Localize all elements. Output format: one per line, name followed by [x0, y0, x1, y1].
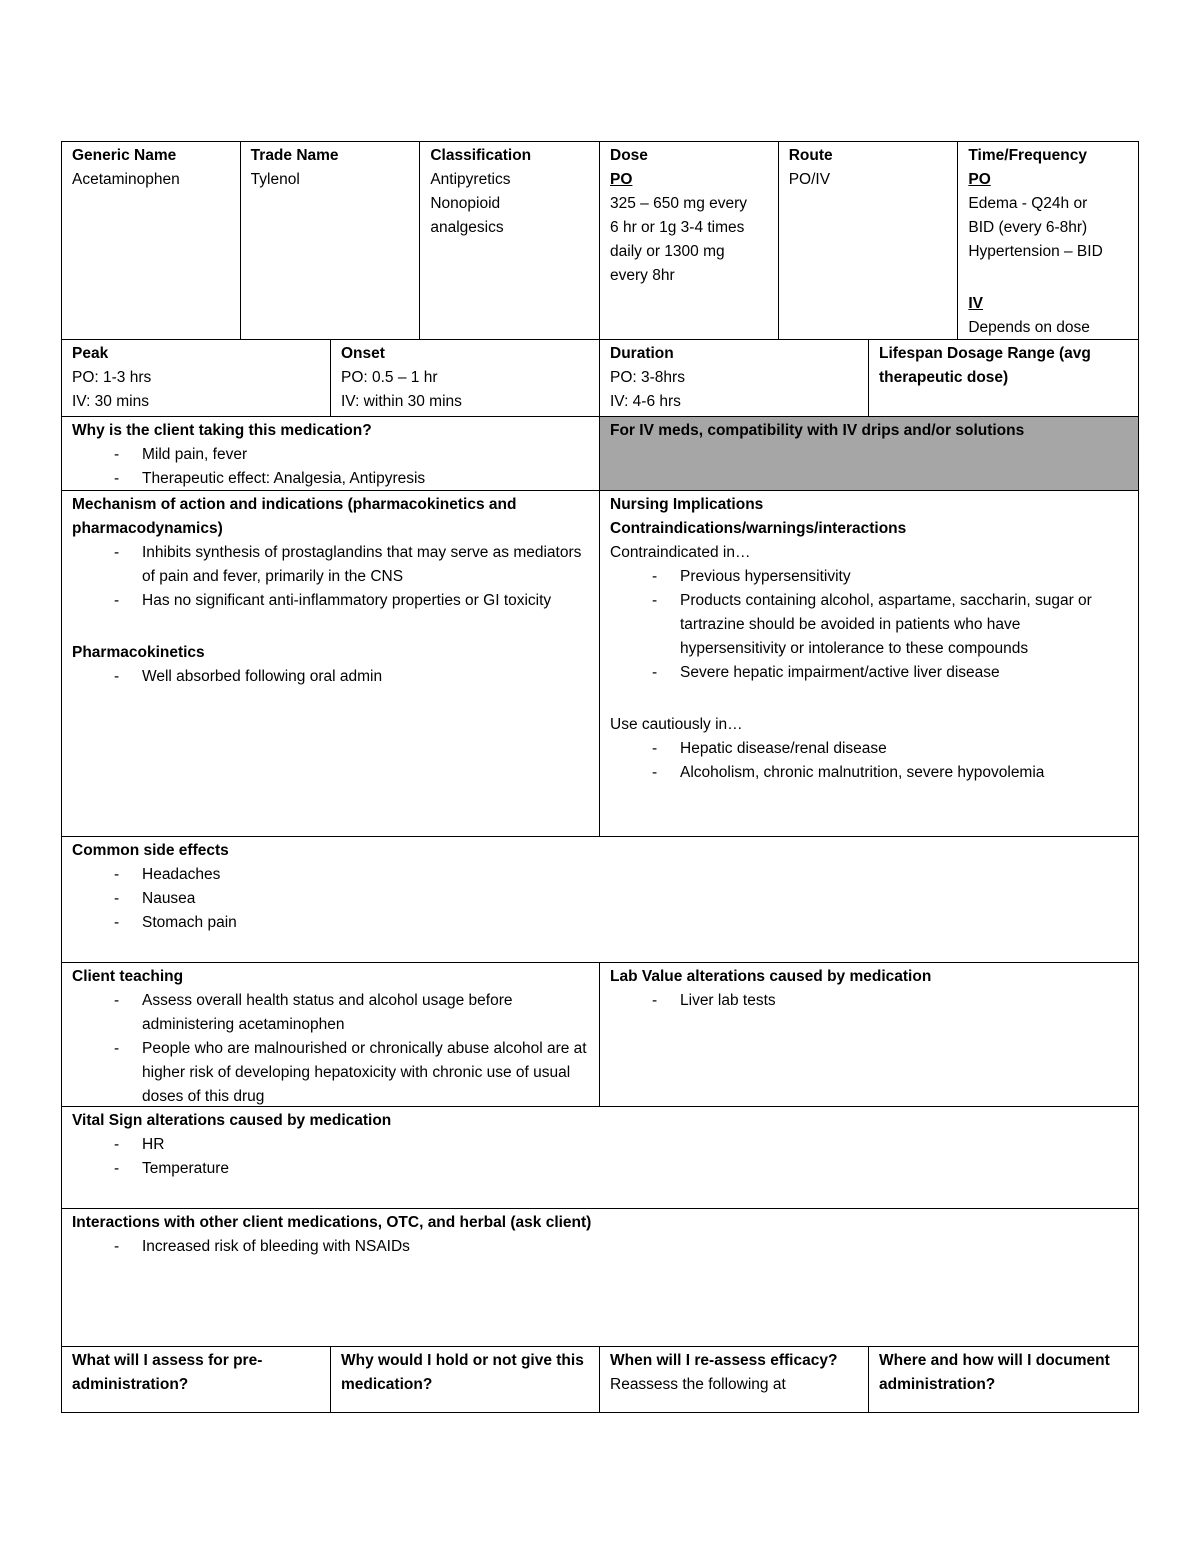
- interactions-label: Interactions with other client medications, OTC, and herbal (ask client): [72, 1214, 592, 1231]
- side-effects-list: [72, 863, 1128, 935]
- time-iv-heading: IV: [968, 295, 984, 312]
- nursing-implications-label: Nursing Implications: [610, 496, 764, 513]
- client-teaching-cell: [62, 963, 600, 1106]
- vital-signs-label: Vital Sign alterations caused by medication: [72, 1112, 392, 1129]
- iv-compatibility-label: For IV meds, compatibility with IV drips and/or solutions: [610, 422, 1025, 439]
- lifespan-label: Lifespan Dosage Range (avg therapeutic dose): [879, 345, 1091, 386]
- mechanism-row: [61, 490, 1139, 836]
- vital-signs-list: [72, 1133, 1128, 1181]
- list-item: - Nausea: [96, 887, 1128, 911]
- client-teaching-list: [72, 989, 589, 1106]
- reason-row: [61, 416, 1139, 490]
- onset-po: PO: 0.5 – 1 hr: [341, 369, 438, 386]
- pharmacokinetics-label: Pharmacokinetics: [72, 644, 205, 661]
- classification-value: Antipyretics: [430, 171, 511, 188]
- side-effects-row: [61, 836, 1139, 962]
- duration-label: Duration: [610, 345, 674, 362]
- contraindicated-heading: Contraindicated in…: [610, 544, 751, 561]
- list-item: - Headaches: [96, 863, 1128, 887]
- vital-signs-row: [61, 1106, 1139, 1208]
- documentation-label: Where and how will I document administration?: [879, 1352, 1110, 1393]
- peak-label: Peak: [72, 345, 109, 362]
- time-line: Hypertension – BID: [968, 243, 1103, 260]
- client-teaching-label: Client teaching: [72, 968, 184, 985]
- lab-values-label: Lab Value alterations caused by medication: [610, 968, 932, 985]
- teaching-row: [61, 962, 1139, 1106]
- route-value: PO/IV: [788, 171, 831, 188]
- iv-compatibility-cell: [600, 417, 1138, 490]
- generic-name-label: Generic Name: [72, 147, 177, 164]
- classification-value: analgesics: [430, 219, 504, 236]
- list-item: - Stomach pain: [96, 911, 1128, 935]
- contraindicated-list: [610, 565, 1128, 685]
- peak-iv: IV: 30 mins: [72, 393, 149, 410]
- reason-list: [72, 443, 589, 490]
- trade-name-value: Tylenol: [250, 171, 300, 188]
- onset-iv: IV: within 30 mins: [341, 393, 462, 410]
- hold-medication-label: Why would I hold or not give this medication?: [341, 1352, 584, 1393]
- list-item: - Mild pain, fever: [96, 443, 589, 467]
- mechanism-label: Mechanism of action and indications (pharmacokinetics and pharmacodynamics): [72, 496, 517, 537]
- lifespan-cell: [869, 340, 1138, 416]
- trade-name-label: Trade Name: [250, 147, 339, 164]
- list-item: - Severe hepatic impairment/active liver disease: [634, 661, 1128, 685]
- list-item: - Products containing alcohol, aspartame, saccharin, sugar or tartrazine should be avoided in patients who have hypersensitivity or intolerance to these compounds: [634, 589, 1128, 661]
- dose-line: 6 hr or 1g 3-4 times: [610, 219, 745, 236]
- route-cell: [779, 142, 959, 339]
- onset-label: Onset: [341, 345, 385, 362]
- pre-administration-label: What will I assess for pre-administration?: [72, 1352, 263, 1393]
- list-item: - HR: [96, 1133, 1128, 1157]
- generic-name-cell: [62, 142, 241, 339]
- vital-signs-cell: [62, 1107, 1138, 1208]
- duration-po: PO: 3-8hrs: [610, 369, 685, 386]
- list-item: - Increased risk of bleeding with NSAIDs: [96, 1235, 1128, 1259]
- interactions-row: [61, 1208, 1139, 1346]
- documentation-cell: [869, 1347, 1138, 1412]
- interactions-list: [72, 1235, 1128, 1259]
- reason-label: Why is the client taking this medication?: [72, 422, 372, 439]
- interactions-cell: [62, 1209, 1138, 1346]
- list-item: - People who are malnourished or chronically abuse alcohol are at higher risk of developing hepatoxicity with chronic use of usual doses of this drug: [96, 1037, 589, 1106]
- list-item: - Assess overall health status and alcohol usage before administering acetaminophen: [96, 989, 589, 1037]
- time-frequency-cell: [958, 142, 1138, 339]
- duration-iv: IV: 4-6 hrs: [610, 393, 681, 410]
- trade-name-cell: [241, 142, 421, 339]
- list-item: - Temperature: [96, 1157, 1128, 1181]
- pharmacokinetic-timing-row: [61, 339, 1139, 416]
- time-line: BID (every 6-8hr): [968, 219, 1088, 236]
- list-item: - Has no significant anti-inflammatory properties or GI toxicity: [96, 589, 589, 613]
- nursing-implications-cell: [600, 491, 1138, 836]
- time-line: Edema - Q24h or: [968, 195, 1088, 212]
- lab-values-cell: [600, 963, 1138, 1106]
- list-item: - Inhibits synthesis of prostaglandins that may serve as mediators of pain and fever, primarily in the CNS: [96, 541, 589, 589]
- dose-line: every 8hr: [610, 267, 675, 284]
- time-frequency-label: Time/Frequency: [968, 147, 1087, 164]
- side-effects-label: Common side effects: [72, 842, 229, 859]
- reassess-text: Reassess the following at: [610, 1376, 786, 1393]
- list-item: - Alcoholism, chronic malnutrition, severe hypovolemia: [634, 761, 1128, 785]
- classification-cell: [420, 142, 600, 339]
- reassess-cell: [600, 1347, 869, 1412]
- reason-cell: [62, 417, 600, 490]
- classification-label: Classification: [430, 147, 532, 164]
- drug-info-row: [61, 141, 1139, 339]
- contraindications-label: Contraindications/warnings/interactions: [610, 520, 907, 537]
- assessment-row: [61, 1346, 1139, 1413]
- list-item: - Liver lab tests: [634, 989, 1128, 1013]
- pre-administration-cell: [62, 1347, 331, 1412]
- dose-line: daily or 1300 mg: [610, 243, 725, 260]
- dose-line: 325 – 650 mg every: [610, 195, 748, 212]
- generic-name-value: Acetaminophen: [72, 171, 180, 188]
- peak-po: PO: 1-3 hrs: [72, 369, 152, 386]
- pharmacokinetics-list: [72, 665, 589, 689]
- list-item: - Well absorbed following oral admin: [96, 665, 589, 689]
- mechanism-list: [72, 541, 589, 613]
- hold-medication-cell: [331, 1347, 600, 1412]
- list-item: - Hepatic disease/renal disease: [634, 737, 1128, 761]
- dose-cell: [600, 142, 779, 339]
- side-effects-cell: [62, 837, 1138, 962]
- onset-cell: [331, 340, 600, 416]
- reassess-label: When will I re-assess efficacy?: [610, 1352, 838, 1369]
- use-cautiously-heading: Use cautiously in…: [610, 716, 743, 733]
- time-iv-value: Depends on dose: [968, 319, 1090, 336]
- list-item: - Previous hypersensitivity: [634, 565, 1128, 589]
- dose-label: Dose: [610, 147, 648, 164]
- mechanism-cell: [62, 491, 600, 836]
- lab-values-list: [610, 989, 1128, 1013]
- route-label: Route: [788, 147, 833, 164]
- duration-cell: [600, 340, 869, 416]
- list-item: - Therapeutic effect: Analgesia, Antipyresis: [96, 467, 589, 490]
- classification-value: Nonopioid: [430, 195, 501, 212]
- peak-cell: [62, 340, 331, 416]
- dose-po-heading: PO: [610, 171, 633, 188]
- time-po-heading: PO: [968, 171, 991, 188]
- use-cautiously-list: [610, 737, 1128, 785]
